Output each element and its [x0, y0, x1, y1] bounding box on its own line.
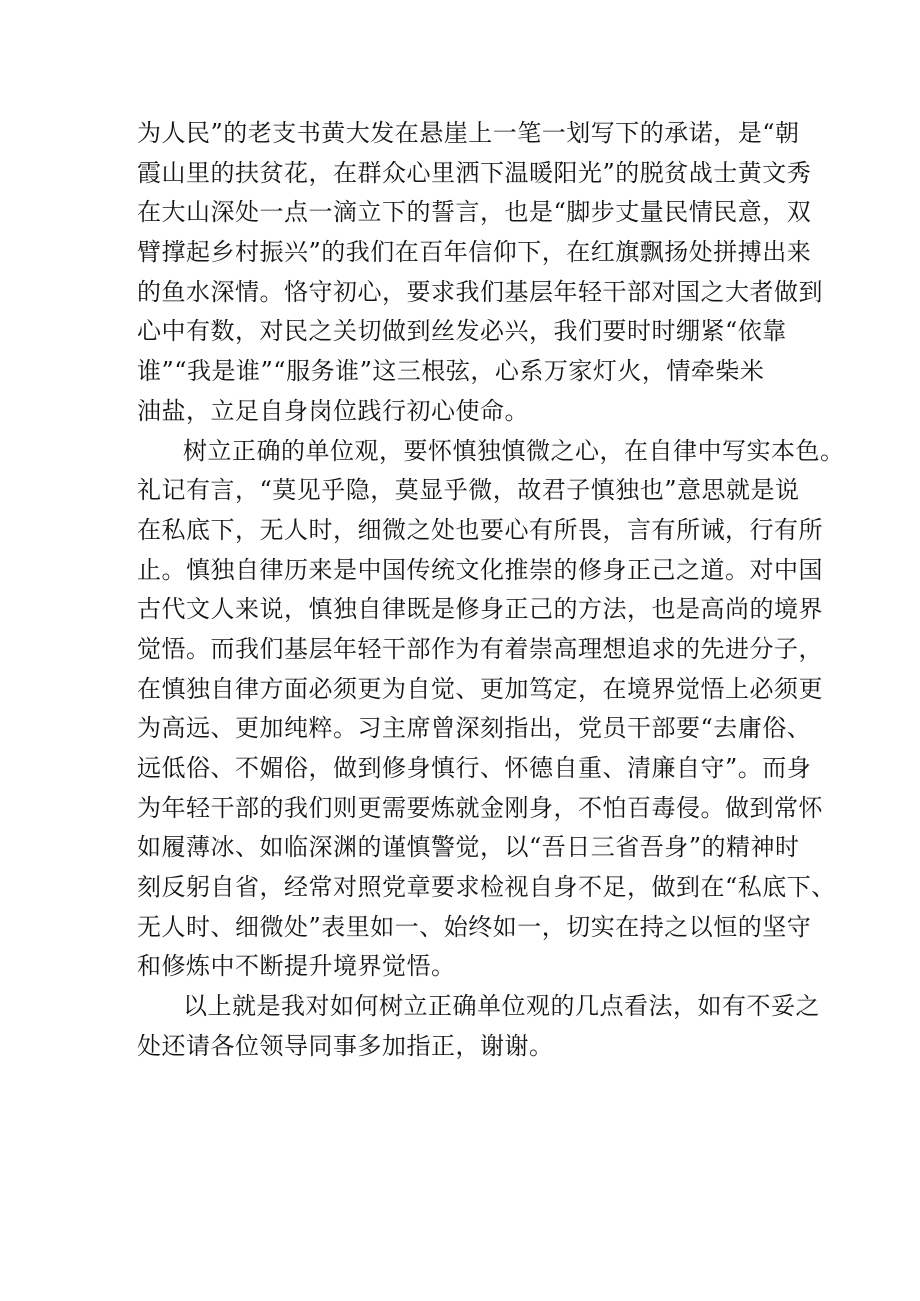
text-line: 和修炼中不断提升境界觉悟。 [137, 952, 456, 981]
text-line: 为人民”的老支书黄大发在悬崖上一笔一划写下的承诺，是“朝 [137, 119, 800, 147]
text-line: 的鱼水深情。恪守初心，要求我们基层年轻干部对国之大者做到 [137, 277, 823, 306]
text-line: 无人时、细微处”表里如一、始终如一，切实在持之以恒的坚守 [137, 912, 812, 941]
text-line: 霞山里的扶贫花，在群众心里洒下温暖阳光”的脱贫战士黄文秀 [137, 158, 812, 187]
text-line: 油盐，立足自身岗位践行初心使命。 [137, 396, 529, 425]
paragraph-first-line: 树立正确的单位观，要怀慎独慎微之心，在自律中写实本色。 [183, 436, 845, 465]
text-line: 在慎独自律方面必须更为自觉、更加笃定，在境界觉悟上必须更 [137, 674, 823, 703]
text-line: 谁”“我是谁”“服务谁”这三根弦，心系万家灯火，情牵柴米 [137, 357, 765, 386]
text-line: 刻反躬自省，经常对照党章要求检视自身不足，做到在“私底下、 [137, 873, 836, 902]
text-line: 为高远、更加纯粹。习主席曾深刻指出，党员干部要“去庸俗、 [137, 714, 812, 743]
text-line: 在私底下，无人时，细微之处也要心有所畏，言有所诫，行有所 [137, 515, 823, 544]
text-line: 为年轻干部的我们则更需要炼就金刚身，不怕百毒侵。做到常怀 [137, 793, 823, 822]
text-line: 礼记有言，“莫见乎隐，莫显乎微，故君子慎独也”意思就是说 [137, 476, 800, 505]
text-line: 心中有数，对民之关切做到丝发必兴，我们要时时绷紧“依靠 [137, 317, 787, 346]
text-line: 臂撑起乡村振兴”的我们在百年信仰下，在红旗飘扬处拼搏出来 [137, 238, 812, 267]
text-line: 觉悟。而我们基层年轻干部作为有着崇高理想追求的先进分子， [137, 634, 823, 663]
text-line: 处还请各位领导同事多加指正，谢谢。 [137, 1031, 554, 1060]
text-line: 如履薄冰、如临深渊的谨慎警觉，以“吾日三省吾身”的精神时 [137, 833, 800, 862]
text-line: 古代文人来说，慎独自律既是修身正己的方法，也是高尚的境界 [137, 595, 823, 624]
paragraph-first-line: 以上就是我对如何树立正确单位观的几点看法，如有不妥之 [183, 992, 820, 1021]
document-body [137, 114, 845, 1067]
text-line: 止。慎独自律历来是中国传统文化推崇的修身正己之道。对中国 [137, 555, 823, 584]
text-line: 远低俗、不媚俗，做到修身慎行、怀德自重、清廉自守”。而身 [137, 754, 812, 782]
text-line: 在大山深处一点一滴立下的誓言，也是“脚步丈量民情民意，双 [137, 198, 812, 227]
